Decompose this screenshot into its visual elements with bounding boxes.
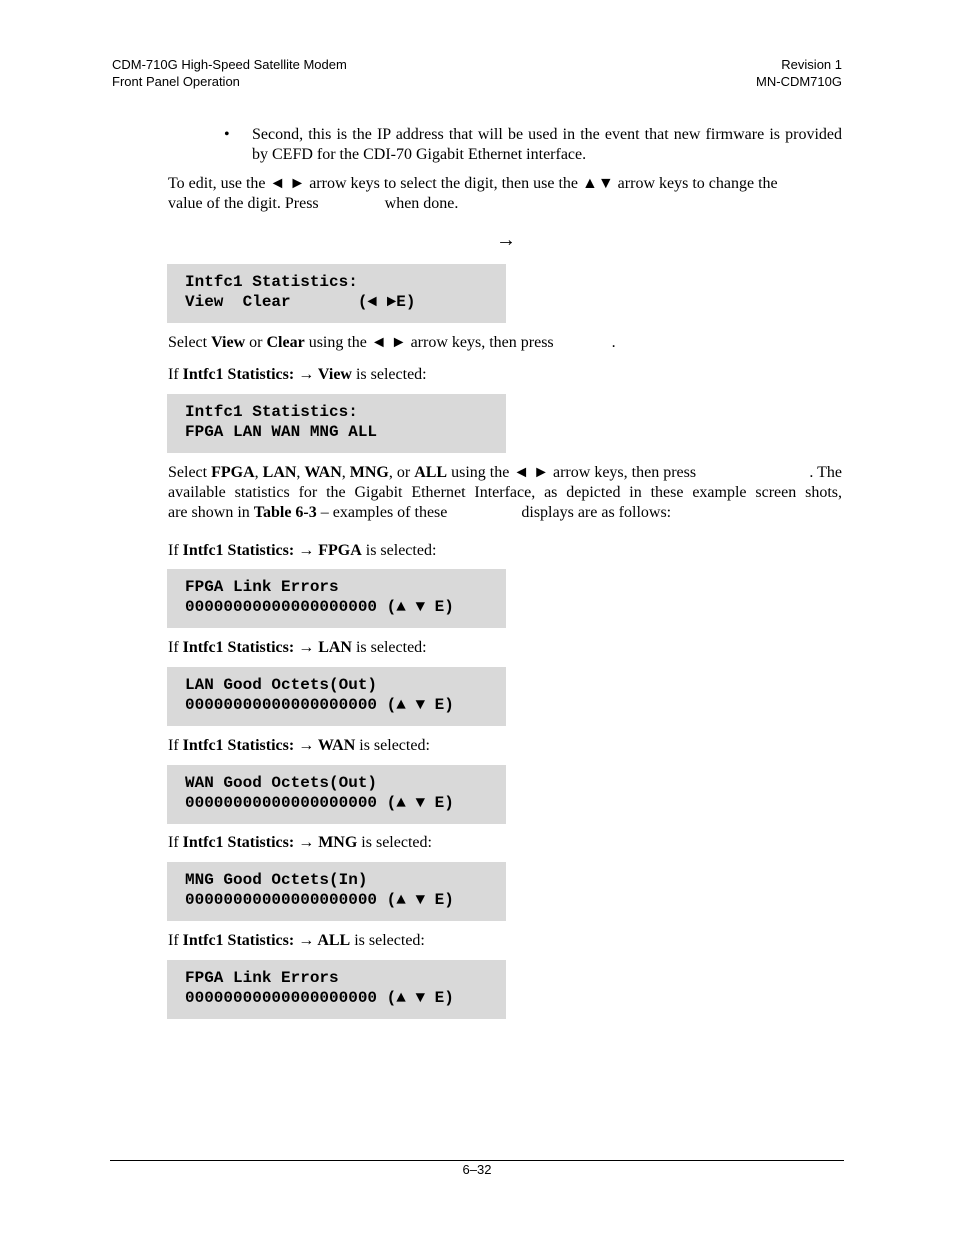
select-line-1: Select FPGA, LAN, WAN, MNG, or ALL using the ◄ ► arrow keys, then press . The xyxy=(168,464,842,481)
condition-wan: If Intfc1 Statistics: → WAN is selected: xyxy=(168,737,430,754)
lcd-line-1: Intfc1 Statistics: xyxy=(185,273,358,291)
lcd-line-2: 00000000000000000000 (▲ ▼ E) xyxy=(185,989,454,1007)
lcd-line-2: View Clear (◄ ►E) xyxy=(185,293,416,311)
footer-divider xyxy=(110,1160,844,1161)
edit-line-2: value of the digit. Press when done. xyxy=(168,195,459,212)
lcd-line-1: FPGA Link Errors xyxy=(185,578,339,596)
manual-number: MN-CDM710G xyxy=(756,74,842,89)
lcd-display-wan xyxy=(167,765,506,824)
lcd-line-1: LAN Good Octets(Out) xyxy=(185,676,378,694)
lcd-line-1: FPGA Link Errors xyxy=(185,969,339,987)
lcd-line-2: 00000000000000000000 (▲ ▼ E) xyxy=(185,794,454,812)
lcd-line-1: MNG Good Octets(In) xyxy=(185,871,368,889)
page-header-left xyxy=(112,56,347,90)
condition-view: If Intfc1 Statistics: → View is selected: xyxy=(168,366,427,383)
select-stats-paragraph xyxy=(168,463,842,523)
select-view-instruction: Select View or Clear using the ◄ ► arrow keys, then press . xyxy=(168,334,616,351)
lcd-display-all xyxy=(167,960,506,1019)
bullet-paragraph: Second, this is the IP address that will be used in the event that new firmware is provided by CEFD for the CDI-70 Gigabit Ethernet interface. xyxy=(252,126,842,163)
section-title: Front Panel Operation xyxy=(112,74,240,89)
lcd-display-mng xyxy=(167,862,506,921)
lcd-line-1: WAN Good Octets(Out) xyxy=(185,774,378,792)
lcd-display-lan xyxy=(167,667,506,726)
condition-all: If Intfc1 Statistics: → ALL is selected: xyxy=(168,932,425,949)
right-arrow-icon: → xyxy=(496,229,516,251)
revision-label: Revision 1 xyxy=(781,57,842,72)
lcd-line-1: Intfc1 Statistics: xyxy=(185,403,358,421)
bullet-marker: • xyxy=(224,126,230,143)
lcd-line-2: 00000000000000000000 (▲ ▼ E) xyxy=(185,891,454,909)
condition-fpga: If Intfc1 Statistics: → FPGA is selected: xyxy=(168,542,437,559)
select-line-2: available statistics for the Gigabit Ethernet Interface, as depicted in these example screen shots, xyxy=(168,484,842,501)
select-line-3: are shown in Table 6-3 – examples of these displays are as follows: xyxy=(168,504,672,521)
lcd-display-view xyxy=(167,394,506,453)
lcd-line-2: 00000000000000000000 (▲ ▼ E) xyxy=(185,598,454,616)
lcd-line-2: 00000000000000000000 (▲ ▼ E) xyxy=(185,696,454,714)
lcd-line-2: FPGA LAN WAN MNG ALL xyxy=(185,423,378,441)
lcd-display-stats-menu xyxy=(167,264,506,323)
condition-mng: If Intfc1 Statistics: → MNG is selected: xyxy=(168,834,432,851)
page-header-right xyxy=(756,56,842,90)
edit-instructions xyxy=(168,174,842,214)
edit-line-1: To edit, use the ◄ ► arrow keys to select the digit, then use the ▲▼ arrow keys to change the xyxy=(168,175,778,192)
condition-lan: If Intfc1 Statistics: → LAN is selected: xyxy=(168,639,427,656)
lcd-display-fpga xyxy=(167,569,506,628)
document-title: CDM-710G High-Speed Satellite Modem xyxy=(112,57,347,72)
page-number: 6–32 xyxy=(462,1162,492,1177)
